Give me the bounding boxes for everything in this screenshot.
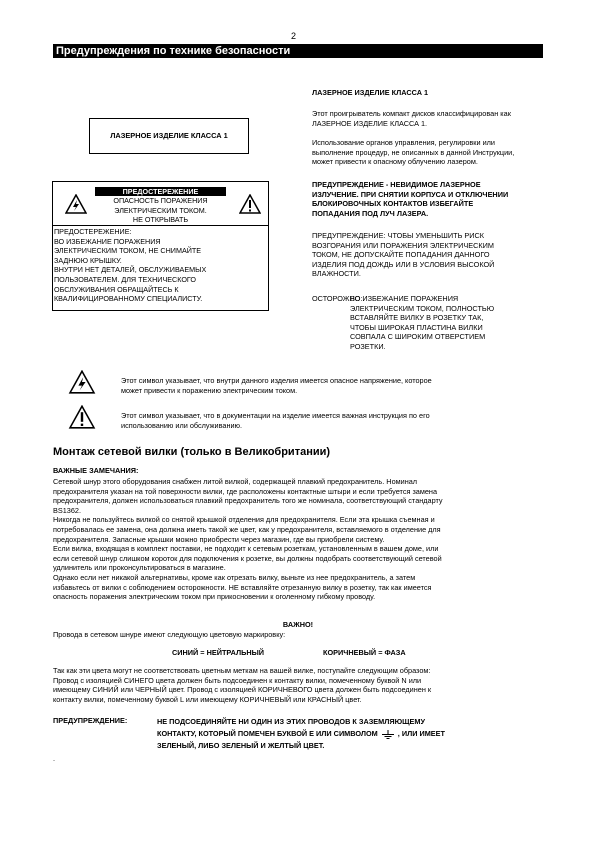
wires-intro: Провода в сетевом шнуре имеют следующую цветовую маркировку: <box>53 630 286 639</box>
footer-mark: . <box>53 754 56 763</box>
notes-heading: ВАЖНЫЕ ЗАМЕЧАНИЯ: <box>53 466 139 475</box>
section-title: Монтаж сетевой вилки (только в Великобритании) <box>53 446 331 458</box>
lightning-triangle-icon <box>68 370 96 394</box>
page-title: Предупреждения по технике безопасности <box>53 44 543 58</box>
final-warning-label: ПРЕДУПРЕЖДЕНИЕ: <box>53 716 128 725</box>
symbol-voltage-explanation: Этот символ указывает, что внутри данного изделия имеется опасное напряжение, которое может привести к поражению электрическим током. <box>121 376 432 395</box>
final-warning-text: НЕ ПОДСОЕДИНЯЙТЕ НИ ОДИН ИЗ ЭТИХ ПРОВОДОВ К ЗАЗЕМЛЯЮЩЕМУ КОНТАКТУ, КОТОРЫЙ ПОМЕЧЕН БУКВОЙ Е ИЛИ СИМВОЛОМ , ИЛИ ИМЕЕТ ЗЕЛЕНЫЙ, ЛИБО ЗЕЛЕНЫЙ И ЖЕЛТЫЙ ЦВЕТ. <box>157 717 446 750</box>
warning-subtext: ОПАСНОСТЬ ПОРАЖЕНИЯ ЭЛЕКТРИЧЕСКИМ ТОКОМ. НЕ ОТКРЫВАТЬ <box>113 196 208 224</box>
caution-text: ВО ИЗБЕЖАНИЕ ПОРАЖЕНИЯ ЭЛЕКТРИЧЕСКИМ ТОКОМ, ПОЛНОСТЬЮ ВСТАВЛЯЙТЕ ВИЛКУ В РОЗЕТКУ ТАК, ЧТОБЫ ШИРОКАЯ ПЛАСТИНА ВИЛКИ СОВПАЛА С ШИРОКИМ ОТВЕРСТИЕМ РОЗЕТКИ. <box>350 294 495 351</box>
page-number: 2 <box>291 31 297 41</box>
warning-body: ПРЕДОСТЕРЕЖЕНИЕ: ВО ИЗБЕЖАНИЕ ПОРАЖЕНИЯ ЭЛЕКТРИЧЕСКИМ ТОКОМ, НЕ СНИМАЙТЕ ЗАДНЮЮ КРЫШКУ. ВНУТРИ НЕТ ДЕТАЛЕЙ, ОБСЛУЖИВАЕМЫХ ПОЛЬЗОВАТЕЛЕМ. ДЛЯ ТЕХНИЧЕСКОГО ОБСЛУЖИВАНИЯ ОБРАЩАЙТЕСЬ К КВАЛИФИЦИРОВАННОМУ СПЕЦИАЛИСТУ. <box>54 227 207 304</box>
shock-warning-label <box>52 181 269 311</box>
notes-body: Сетевой шнур этого оборудования снабжен литой вилкой, содержащей плавкий предохранитель. Номинал предохранителя указан на той поверхности вилки, где расположены контактные штыри и если требуется замена предохранителя, должен использоваться плавкий предохранитель того же номинала, соответствующий стандарту BS1362. Никогда не пользуйтесь вилкой со снятой крышкой отделения для предохранителя. Если эта крышка съемная и потребовалась ее замена, она должна иметь такой же цвет, как у предохранителя, вставляемого в отделение для предохранителя. Запасные крышки можно приобрести через магазин, где вы приобрели систему. Если вилка, входящая в комплект поставки, не подходит к сетевым розеткам, установленным в вашем доме, или если сетевой шнур слишком короток для подключения к розетке, вы должны подобрать соответствующий сетевой удлинитель или проконсультироваться в магазине. Однако если нет никакой альтернативы, кроме как отрезать вилку, выньте из нее предохранитель, а затем избавьтесь от вилки с соблюдением осторожности. НЕ вставляйте отрезанную вилку в розетку, так как имеется опасность поражения электрическим током при прикосновении к оголенному гибкому проводу. <box>53 477 443 602</box>
warning-header: ПРЕДОСТЕРЕЖЕНИЕ <box>95 187 226 196</box>
laser-paragraph-1: Этот проигрыватель компакт дисков классифицирован как ЛАЗЕРНОЕ ИЗДЕЛИЕ КЛАССА 1. <box>312 109 511 128</box>
laser-paragraph-2: Использование органов управления, регулировки или выполнение процедур, не описанных в данной Инструкции, может привести к опасному облучению лазером. <box>312 138 515 167</box>
invisible-laser-warning: ПРЕДУПРЕЖДЕНИЕ - НЕВИДИМОЕ ЛАЗЕРНОЕ ИЗЛУЧЕНИЕ. ПРИ СНЯТИИ КОРПУСА И ОТКЛЮЧЕНИИ БЛОКИРОВОЧНЫХ КОНТАКТОВ ИЗБЕГАЙТЕ ПОПАДАНИЯ ПОД ЛУЧ ЛАЗЕРА. <box>312 180 509 218</box>
warning-label-header-area <box>53 182 268 226</box>
ground-symbol-icon <box>381 730 395 739</box>
lightning-triangle-icon <box>65 194 87 214</box>
laser-heading: ЛАЗЕРНОЕ ИЗДЕЛИЕ КЛАССА 1 <box>312 88 429 97</box>
fire-shock-warning: ПРЕДУПРЕЖДЕНИЕ: ЧТОБЫ УМЕНЬШИТЬ РИСК ВОЗГОРАНИЯ ИЛИ ПОРАЖЕНИЯ ЭЛЕКТРИЧЕСКИМ ТОКОМ, НЕ ДОПУСКАЙТЕ ПОПАДАНИЯ ДАННОГО ИЗДЕЛИЯ ПОД ДОЖДЬ ИЛИ В УСЛОВИЯ ВЫСОКОЙ ВЛАЖНОСТИ. <box>312 231 495 279</box>
symbol-instruction-explanation: Этот символ указывает, что в документации на изделие имеется важная инструкция по его использованию или обслуживанию. <box>121 411 430 430</box>
blue-wire-label: СИНИЙ = НЕЙТРАЛЬНЫЙ <box>172 648 265 657</box>
brown-wire-label: КОРИЧНЕВЫЙ = ФАЗА <box>323 648 406 657</box>
laser-class-label-box: ЛАЗЕРНОЕ ИЗДЕЛИЕ КЛАССА 1 <box>89 118 249 154</box>
colors-body: Так как эти цвета могут не соответствовать цветным меткам на вашей вилке, поступайте следующим образом: Провод с изоляцией СИНЕГО цвета должен быть подсоединен к контакту вилки, помеченному буквой N или имеющему СИНИЙ или ЧЕРНЫЙ цвет. Провод с изоляцией КОРИЧНЕВОГО цвета должен быть подсоединен к контакту вилки, помеченному буквой L или имеющему КОРИЧНЕВЫЙ или КРАСНЫЙ цвет. <box>53 666 432 704</box>
important-heading: ВАЖНО! <box>282 620 314 629</box>
caution-label: ОСТОРОЖНО: <box>312 294 363 303</box>
exclamation-triangle-icon <box>68 405 96 429</box>
exclamation-triangle-icon <box>239 194 261 214</box>
